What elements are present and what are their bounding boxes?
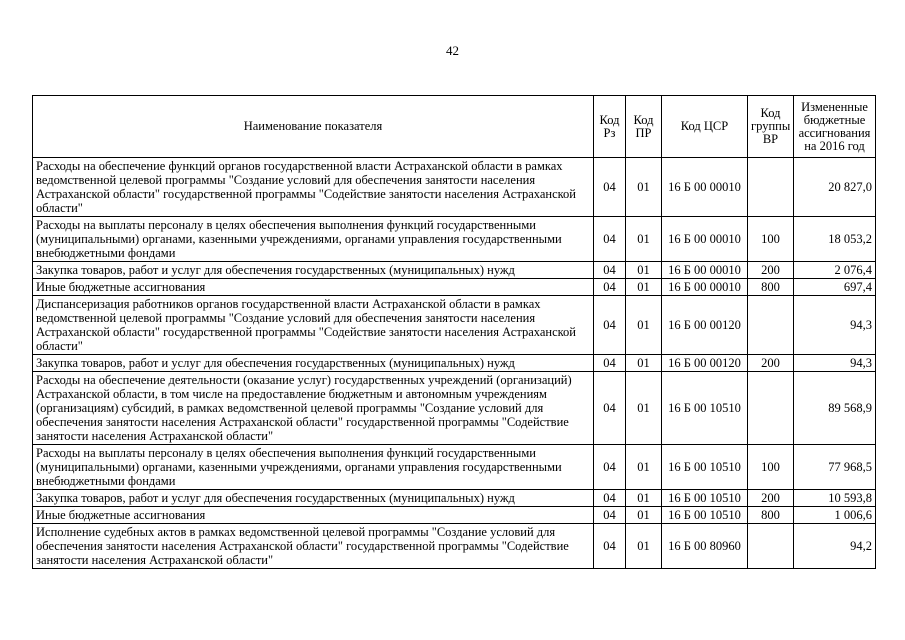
cell-csr: 16 Б 00 10510 bbox=[662, 507, 748, 524]
cell-csr: 16 Б 00 80960 bbox=[662, 524, 748, 569]
cell-name: Закупка товаров, работ и услуг для обеспечения государственных (муниципальных) нужд bbox=[33, 262, 594, 279]
table-row bbox=[33, 490, 876, 507]
table-row bbox=[33, 355, 876, 372]
cell-csr: 16 Б 00 00010 bbox=[662, 158, 748, 217]
cell-pr: 01 bbox=[626, 372, 662, 445]
header-amount: Измененные бюджетные ассигнования на 2016 год bbox=[794, 96, 876, 158]
table-body bbox=[33, 158, 876, 569]
table-row bbox=[33, 507, 876, 524]
header-name: Наименование показателя bbox=[33, 96, 594, 158]
cell-amount: 94,3 bbox=[794, 296, 876, 355]
table-header-row bbox=[33, 96, 876, 158]
cell-name: Закупка товаров, работ и услуг для обеспечения государственных (муниципальных) нужд bbox=[33, 490, 594, 507]
cell-csr: 16 Б 00 00010 bbox=[662, 262, 748, 279]
cell-name: Расходы на обеспечение функций органов государственной власти Астраханской области в рамках ведомственной целевой программы "Создание условий для обеспечения занятости населения Астраханской области" государственной программы "Содействие занятости населения Астраханской области" bbox=[33, 158, 594, 217]
table-row bbox=[33, 279, 876, 296]
cell-amount: 1 006,6 bbox=[794, 507, 876, 524]
cell-csr: 16 Б 00 00010 bbox=[662, 217, 748, 262]
cell-vr: 200 bbox=[748, 355, 794, 372]
cell-name: Диспансеризация работников органов государственной власти Астраханской области в рамках ведомственной целевой программы "Создание условий для обеспечения занятости населения Астраханской области" государственной программы "Содействие занятости населения Астраханской области" bbox=[33, 296, 594, 355]
cell-pr: 01 bbox=[626, 158, 662, 217]
cell-vr: 200 bbox=[748, 490, 794, 507]
cell-amount: 697,4 bbox=[794, 279, 876, 296]
cell-csr: 16 Б 00 00120 bbox=[662, 355, 748, 372]
header-rz: Код Рз bbox=[594, 96, 626, 158]
cell-rz: 04 bbox=[594, 524, 626, 569]
cell-vr bbox=[748, 158, 794, 217]
cell-name: Расходы на обеспечение деятельности (оказание услуг) государственных учреждений (организаций) Астраханской области, в том числе на предоставление бюджетным и автономным учреждениям (организациям) субсидий, в рамках ведомственной целевой программы "Создание условий для обеспечения занятости населения Астраханской области" государственной программы "Содействие занятости населения Астраханской области" bbox=[33, 372, 594, 445]
cell-vr: 100 bbox=[748, 445, 794, 490]
cell-name: Расходы на выплаты персоналу в целях обеспечения выполнения функций государственными (муниципальными) органами, казенными учреждениями, органами управления государственными внебюджетными фондами bbox=[33, 217, 594, 262]
table-row bbox=[33, 262, 876, 279]
cell-rz: 04 bbox=[594, 296, 626, 355]
cell-pr: 01 bbox=[626, 217, 662, 262]
cell-pr: 01 bbox=[626, 507, 662, 524]
cell-amount: 94,2 bbox=[794, 524, 876, 569]
cell-amount: 94,3 bbox=[794, 355, 876, 372]
cell-pr: 01 bbox=[626, 262, 662, 279]
cell-vr: 800 bbox=[748, 507, 794, 524]
header-vr: Код группы ВР bbox=[748, 96, 794, 158]
table-row bbox=[33, 445, 876, 490]
cell-name: Иные бюджетные ассигнования bbox=[33, 507, 594, 524]
cell-pr: 01 bbox=[626, 490, 662, 507]
table-row bbox=[33, 158, 876, 217]
cell-amount: 10 593,8 bbox=[794, 490, 876, 507]
cell-vr bbox=[748, 372, 794, 445]
cell-name: Расходы на выплаты персоналу в целях обеспечения выполнения функций государственными (муниципальными) органами, казенными учреждениями, органами управления государственными внебюджетными фондами bbox=[33, 445, 594, 490]
cell-amount: 77 968,5 bbox=[794, 445, 876, 490]
cell-pr: 01 bbox=[626, 296, 662, 355]
header-csr: Код ЦСР bbox=[662, 96, 748, 158]
cell-rz: 04 bbox=[594, 279, 626, 296]
table-row bbox=[33, 524, 876, 569]
cell-csr: 16 Б 00 10510 bbox=[662, 445, 748, 490]
cell-rz: 04 bbox=[594, 355, 626, 372]
cell-csr: 16 Б 00 10510 bbox=[662, 372, 748, 445]
cell-pr: 01 bbox=[626, 445, 662, 490]
cell-rz: 04 bbox=[594, 445, 626, 490]
budget-table bbox=[32, 95, 876, 569]
cell-vr: 100 bbox=[748, 217, 794, 262]
table-row bbox=[33, 296, 876, 355]
cell-amount: 20 827,0 bbox=[794, 158, 876, 217]
cell-rz: 04 bbox=[594, 507, 626, 524]
cell-name: Иные бюджетные ассигнования bbox=[33, 279, 594, 296]
table-row bbox=[33, 372, 876, 445]
cell-pr: 01 bbox=[626, 355, 662, 372]
cell-vr bbox=[748, 524, 794, 569]
cell-amount: 2 076,4 bbox=[794, 262, 876, 279]
cell-amount: 18 053,2 bbox=[794, 217, 876, 262]
cell-rz: 04 bbox=[594, 158, 626, 217]
table-row bbox=[33, 217, 876, 262]
cell-rz: 04 bbox=[594, 372, 626, 445]
cell-csr: 16 Б 00 10510 bbox=[662, 490, 748, 507]
cell-csr: 16 Б 00 00010 bbox=[662, 279, 748, 296]
header-pr: Код ПР bbox=[626, 96, 662, 158]
cell-csr: 16 Б 00 00120 bbox=[662, 296, 748, 355]
cell-name: Закупка товаров, работ и услуг для обеспечения государственных (муниципальных) нужд bbox=[33, 355, 594, 372]
cell-rz: 04 bbox=[594, 217, 626, 262]
cell-vr bbox=[748, 296, 794, 355]
cell-pr: 01 bbox=[626, 524, 662, 569]
cell-vr: 800 bbox=[748, 279, 794, 296]
cell-amount: 89 568,9 bbox=[794, 372, 876, 445]
cell-name: Исполнение судебных актов в рамках ведомственной целевой программы "Создание условий для обеспечения занятости населения Астраханской области" государственной программы "Содействие занятости населения Астраханской области" bbox=[33, 524, 594, 569]
cell-rz: 04 bbox=[594, 262, 626, 279]
cell-vr: 200 bbox=[748, 262, 794, 279]
cell-rz: 04 bbox=[594, 490, 626, 507]
cell-pr: 01 bbox=[626, 279, 662, 296]
page-number: 42 bbox=[446, 43, 459, 58]
